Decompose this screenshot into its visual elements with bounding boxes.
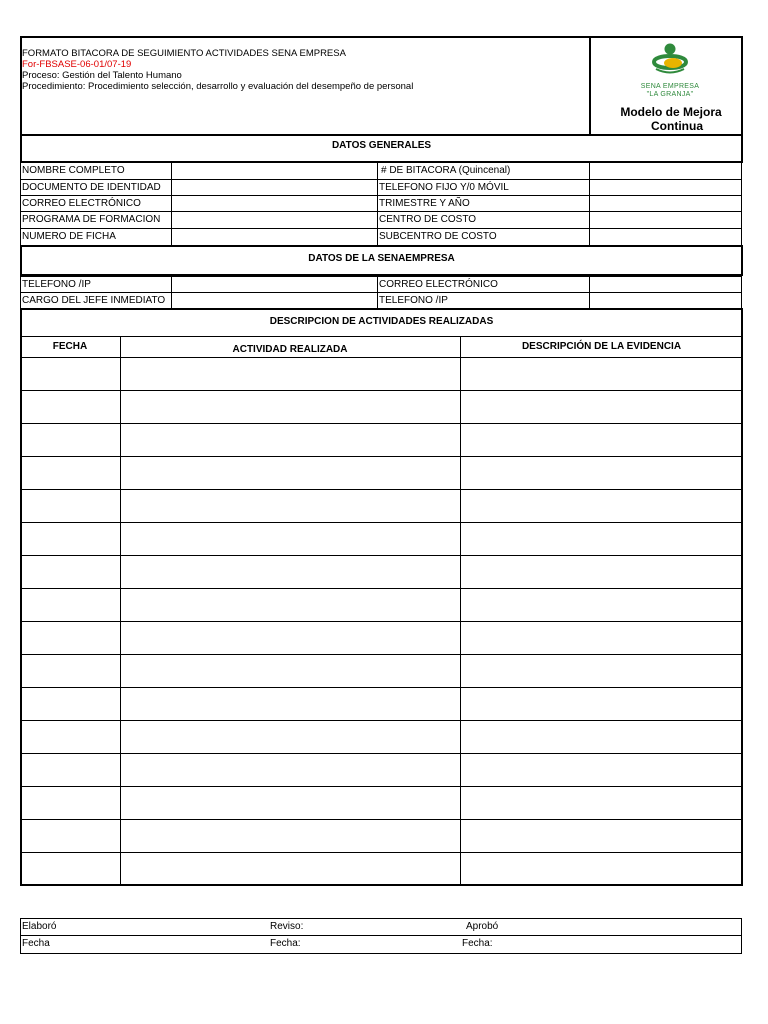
label-subcentro-costo: SUBCENTRO DE COSTO [379, 231, 497, 242]
label-documento-identidad: DOCUMENTO DE IDENTIDAD [22, 182, 161, 193]
activities-header-top-line [20, 336, 743, 337]
cell-evidencia[interactable] [461, 721, 741, 752]
cell-actividad[interactable] [121, 688, 460, 719]
field-telefono-ip[interactable] [172, 277, 377, 292]
field-correo-electronico[interactable] [172, 196, 377, 211]
header-divider [589, 36, 591, 136]
cell-evidencia[interactable] [461, 391, 741, 422]
field-subcentro-costo[interactable] [590, 229, 741, 245]
procedure-text: Procedimiento: Procedimiento selección, desarrollo y evaluación del desempeño de personal [22, 81, 414, 92]
label-telefono-fijo-movil: TELEFONO FIJO Y/0 MÓVIL [379, 182, 509, 193]
label-nombre-completo: NOMBRE COMPLETO [22, 165, 125, 176]
label-centro-costo: CENTRO DE COSTO [379, 214, 477, 225]
field-documento-identidad[interactable] [172, 180, 377, 195]
cell-fecha[interactable] [21, 754, 120, 785]
field-numero-bitacora[interactable] [590, 163, 741, 179]
cell-evidencia[interactable] [461, 523, 741, 554]
logo-emblem-icon [620, 42, 720, 78]
field-senaempresa-telefono[interactable] [590, 293, 741, 308]
cell-evidencia[interactable] [461, 688, 741, 719]
label-telefono-ip: TELEFONO /IP [22, 279, 91, 290]
cell-fecha[interactable] [21, 391, 120, 422]
field-numero-ficha[interactable] [172, 229, 377, 245]
cell-actividad[interactable] [121, 457, 460, 488]
label-fecha-elaboro: Fecha [22, 938, 50, 949]
cell-evidencia[interactable] [461, 457, 741, 488]
cell-fecha[interactable] [21, 424, 120, 455]
label-fecha-aprobo: Fecha: [462, 938, 493, 949]
model-title [608, 105, 734, 133]
cell-evidencia[interactable] [461, 490, 741, 521]
sena-empresa-logo [620, 42, 720, 98]
cell-evidencia[interactable] [461, 787, 741, 818]
label-cargo-jefe: CARGO DEL JEFE INMEDIATO [22, 295, 166, 306]
cell-evidencia[interactable] [461, 424, 741, 455]
activities-title: DESCRIPCION DE ACTIVIDADES REALIZADAS [269, 316, 494, 327]
field-senaempresa-correo[interactable] [590, 277, 741, 292]
col-header-evidencia: DESCRIPCIÓN DE LA EVIDENCIA [521, 341, 682, 352]
cell-actividad[interactable] [121, 622, 460, 653]
cell-fecha[interactable] [21, 688, 120, 719]
logo-brand-text: SENA EMPRESA [640, 83, 700, 90]
process-text: Proceso: Gestión del Talento Humano [22, 70, 182, 81]
senaempresa-title: DATOS DE LA SENAEMPRESA [308, 253, 455, 264]
cell-fecha[interactable] [21, 787, 120, 818]
label-programa-formacion: PROGRAMA DE FORMACION [22, 214, 161, 225]
cell-evidencia[interactable] [461, 754, 741, 785]
cell-actividad[interactable] [121, 820, 460, 851]
cell-actividad[interactable] [121, 523, 460, 554]
label-reviso: Reviso: [270, 921, 304, 932]
field-centro-costo[interactable] [590, 212, 741, 228]
cell-fecha[interactable] [21, 721, 120, 752]
model-title-line2: Continua [651, 119, 703, 133]
field-nombre-completo[interactable] [172, 163, 377, 179]
col-header-fecha: FECHA [52, 341, 88, 352]
cell-evidencia[interactable] [461, 622, 741, 653]
cell-fecha[interactable] [21, 523, 120, 554]
field-telefono-fijo-movil[interactable] [590, 180, 741, 195]
cell-fecha[interactable] [21, 820, 120, 851]
cell-fecha[interactable] [21, 556, 120, 587]
label-correo-electronico: CORREO ELECTRÓNICO [22, 198, 141, 209]
label-trimestre-ano: TRIMESTRE Y AÑO [379, 198, 470, 209]
cell-fecha[interactable] [21, 490, 120, 521]
label-fecha-reviso: Fecha: [270, 938, 301, 949]
cell-fecha[interactable] [21, 358, 120, 389]
cell-actividad[interactable] [121, 391, 460, 422]
cell-actividad[interactable] [121, 490, 460, 521]
format-code: For-FBSASE-06-01/07-19 [22, 59, 132, 70]
cell-actividad[interactable] [121, 754, 460, 785]
format-title: FORMATO BITACORA DE SEGUIMIENTO ACTIVIDADES SENA EMPRESA [22, 48, 346, 59]
cell-fecha[interactable] [21, 589, 120, 620]
cell-evidencia[interactable] [461, 358, 741, 389]
cell-actividad[interactable] [121, 721, 460, 752]
label-numero-ficha: NUMERO DE FICHA [22, 231, 116, 242]
cell-evidencia[interactable] [461, 820, 741, 851]
cell-evidencia[interactable] [461, 589, 741, 620]
cell-actividad[interactable] [121, 853, 460, 884]
field-cargo-jefe[interactable] [172, 293, 377, 308]
cell-actividad[interactable] [121, 358, 460, 389]
cell-fecha[interactable] [21, 457, 120, 488]
cell-actividad[interactable] [121, 787, 460, 818]
label-senaempresa-correo: CORREO ELECTRÓNICO [379, 279, 498, 290]
cell-fecha[interactable] [21, 853, 120, 884]
label-senaempresa-telefono: TELEFONO /IP [379, 295, 448, 306]
cell-actividad[interactable] [121, 556, 460, 587]
cell-fecha[interactable] [21, 622, 120, 653]
cell-actividad[interactable] [121, 589, 460, 620]
col-header-actividad: ACTIVIDAD REALIZADA [232, 344, 348, 355]
general-title: DATOS GENERALES [331, 140, 432, 151]
cell-actividad[interactable] [121, 424, 460, 455]
model-title-line1: Modelo de Mejora [620, 105, 722, 119]
field-programa-formacion[interactable] [172, 212, 377, 228]
field-trimestre-ano[interactable] [590, 196, 741, 211]
label-numero-bitacora: # DE BITACORA (Quincenal) [381, 165, 511, 176]
cell-evidencia[interactable] [461, 853, 741, 884]
cell-evidencia[interactable] [461, 556, 741, 587]
label-aprobo: Aprobó [466, 921, 499, 932]
cell-fecha[interactable] [21, 655, 120, 686]
label-elaboro: Elaboró [22, 921, 57, 932]
logo-brand-subtext: "LA GRANJA" [646, 91, 694, 98]
cell-evidencia[interactable] [461, 655, 741, 686]
cell-actividad[interactable] [121, 655, 460, 686]
